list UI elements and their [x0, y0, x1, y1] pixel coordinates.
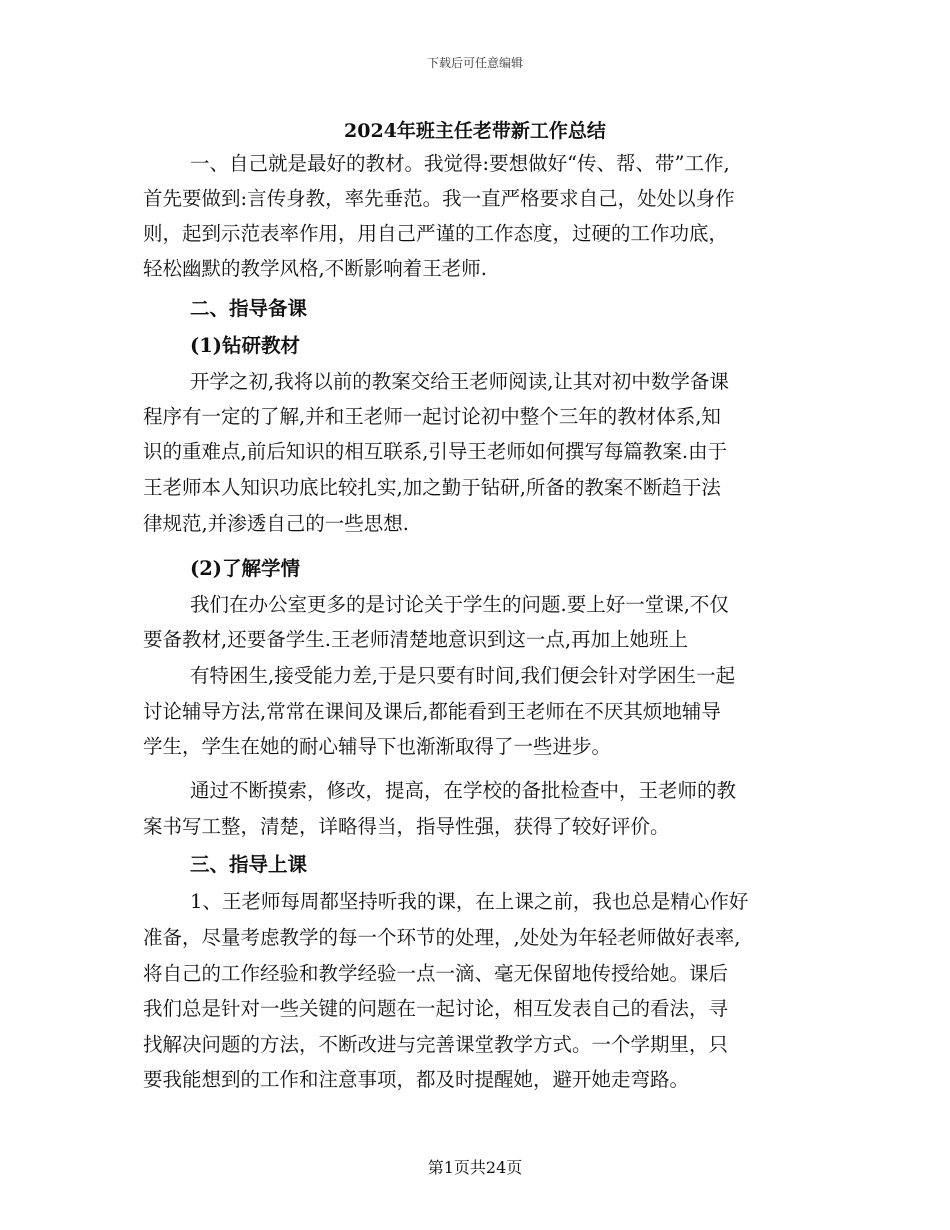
paragraph-line: 首先要做到:言传身教，率先垂范。我一直严格要求自己，处处以身作 — [143, 187, 735, 210]
paragraph-line: 将自己的工作经验和教学经验一点一滴、毫无保留地传授给她。课后 — [143, 962, 729, 985]
paragraph-line: 要我能想到的工作和注意事项，都及时提醒她，避开她走弯路。 — [143, 1068, 690, 1091]
subsection-heading: (1)钻研教材 — [190, 334, 301, 357]
paragraph-line: 一、自己就是最好的教材。我觉得:要想做好“传、帮、带”工作, — [190, 152, 730, 175]
paragraph-line: 王老师本人知识功底比较扎实,加之勤于钻研,所备的教案不断趋于法 — [143, 476, 721, 499]
paragraph-line: 案书写工整，清楚，详略得当，指导性强，获得了较好评价。 — [143, 815, 670, 838]
paragraph-line: 识的重难点,前后知识的相互联系,引导王老师如何撰写每篇教案.由于 — [143, 440, 728, 463]
page-footer: 第1页共24页 — [427, 1158, 523, 1177]
paragraph-line: 准备，尽量考虑教学的每一个环节的处理，,处处为年轻老师做好表率, — [143, 926, 741, 949]
paragraph-line: 轻松幽默的教学风格,不断影响着王老师. — [143, 257, 487, 280]
paragraph-line: 通过不断摸索，修改，提高，在学校的备批检查中，王老师的教 — [190, 779, 737, 802]
paragraph-line: 找解决问题的方法，不断改进与完善课堂教学方式。一个学期里，只 — [143, 1033, 729, 1056]
paragraph-line: 则，起到示范表率作用，用自己严谨的工作态度，过硬的工作功底， — [143, 222, 729, 245]
paragraph-line: 学生，学生在她的耐心辅导下也渐渐取得了一些进步。 — [143, 735, 612, 758]
paragraph-line: 1、王老师每周都坚持听我的课，在上课之前，我也总是精心作好 — [190, 890, 749, 913]
page-header: 下载后可任意编辑 — [426, 56, 523, 70]
paragraph-line: 讨论辅导方法,常常在课间及课后,都能看到王老师在不厌其烦地辅导 — [143, 700, 721, 723]
document-title: 2024年班主任老带新工作总结 — [344, 120, 606, 142]
paragraph-line: 我们总是针对一些关键的问题在一起讨论，相互发表自己的看法，寻 — [143, 997, 729, 1020]
paragraph-line: 有特困生,接受能力差,于是只要有时间,我们便会针对学困生一起 — [190, 664, 736, 687]
paragraph-line: 开学之初,我将以前的教案交给王老师阅读,让其对初中数学备课 — [190, 370, 729, 393]
section-heading: 三、指导上课 — [190, 853, 308, 876]
subsection-heading: (2)了解学情 — [190, 557, 301, 580]
paragraph-line: 要备教材,还要备学生.王老师清楚地意识到这一点,再加上她班上 — [143, 628, 689, 651]
section-heading: 二、指导备课 — [190, 297, 308, 320]
paragraph-line: 程序有一定的了解,并和王老师一起讨论初中整个三年的教材体系,知 — [143, 405, 721, 428]
paragraph-line: 我们在办公室更多的是讨论关于学生的问题.要上好一堂课,不仅 — [190, 593, 729, 616]
paragraph-line: 律规范,并渗透自己的一些思想. — [143, 512, 409, 535]
